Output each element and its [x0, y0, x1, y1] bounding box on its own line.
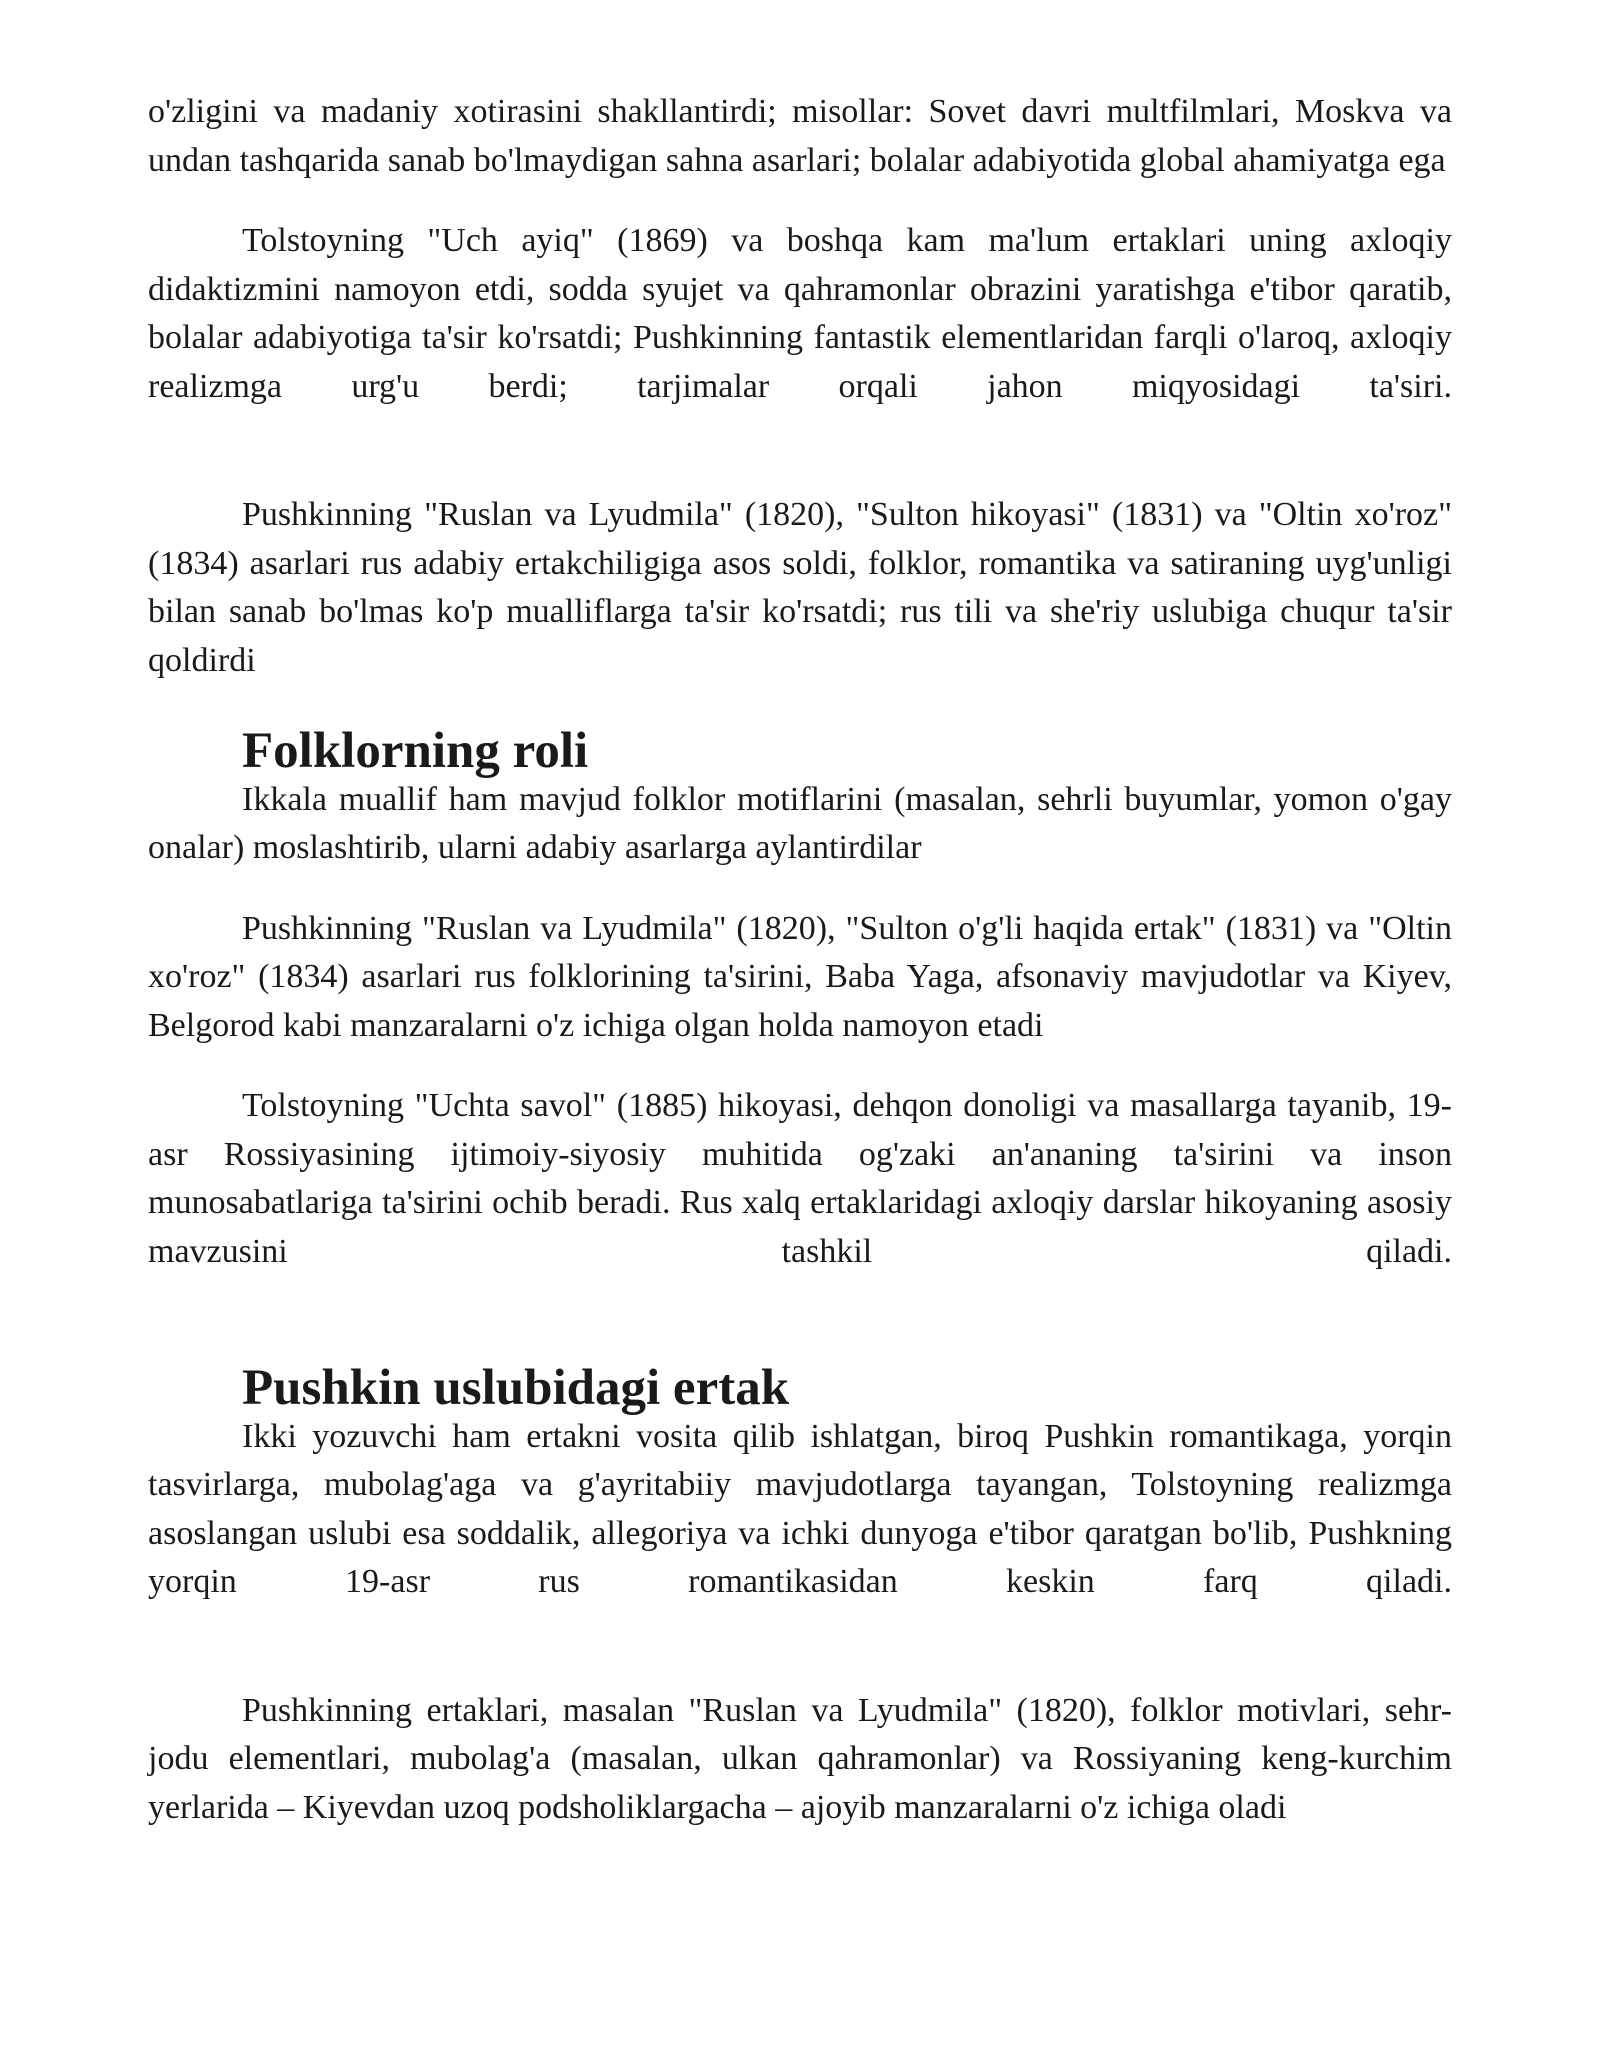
section-heading-pushkin-style: Pushkin uslubidagi ertak — [242, 1360, 790, 1416]
paragraph-spacer — [148, 685, 1452, 727]
paragraph-pushkin-works: Pushkinning "Ruslan va Lyudmila" (1820), "Sulton hikoyasi" (1831) va "Oltin xo'roz" (1834) asarlari rus adabiy ertakchiligiga asos soldi, folklor, romantika va satiraning uyg'unligi bilan sanab bo'lmas ko'p mualliflarga ta'sir ko'rsatdi; rus tili va she'riy uslubiga chuqur ta'sir qoldirdi — [148, 496, 1452, 679]
paragraph-pushkin-tales: Pushkinning ertaklari, masalan "Ruslan va Lyudmila" (1820), folklor motivlari, sehr-jodu elementlari, mubolag'a (masalan, ulkan qahramonlar) va Rossiyaning keng-kurchim yerlarida – Kiyevdan uzoq podsholiklargacha – ajoyib manzaralarni o'z ichiga oladi — [148, 1691, 1452, 1826]
paragraph-spacer — [148, 185, 1452, 217]
paragraph-spacer — [148, 1050, 1452, 1082]
paragraph-spacer — [148, 1607, 1452, 1687]
paragraph-spacer — [148, 1276, 1452, 1364]
paragraph-spacer — [148, 411, 1452, 491]
paragraph-continuation: o'zligini va madaniy xotirasini shakllantirdi; misollar: Sovet davri multfilmlari, Moskva va undan tashqarida sanab bo'lmaydigan sahna asarlari; bolalar adabiyotida global ahamiyatga ega — [148, 93, 1452, 179]
paragraph-spacer — [148, 873, 1452, 905]
paragraph-tolstoy-three-bears: Tolstoyning "Uch ayiq" (1869) va boshqa kam ma'lum ertaklari uning axloqiy didaktizmini namoyon etdi, sodda syujet va qahramonlar obrazini yaratishga e'tibor qaratib, bolalar adabiyotiga ta'sir ko'rsatdi; Pushkinning fantastik elementlaridan farqli o'laroq, axloqiy realizmga urg'u berdi; tarjimalar orqali jahon miqyosidagi ta'siri. — [148, 222, 1452, 405]
paragraph-style-comparison: Ikki yozuvchi ham ertakni vosita qilib ishlatgan, biroq Pushkin romantikaga, yorqin tasvirlarga, mubolag'aga va g'ayritabiiy mavjudotlarga tayangan, Tolstoyning realizmga asoslangan uslubi esa soddalik, allegoriya va ichki dunyoga e'tibor qaratgan bo'lib, Pushkning yorqin 19-asr rus romantikasidan keskin farq qiladi. — [148, 1417, 1452, 1600]
section-heading-folklore: Folklorning roli — [242, 723, 589, 779]
paragraph-tolstoy-three-questions: Tolstoyning "Uchta savol" (1885) hikoyasi, dehqon donoligi va masallarga tayanib, 19-asr Rossiyasining ijtimoiy-siyosiy muhitida og'zaki an'ananing ta'sirini va inson munosabatlariga ta'sirini ochib beradi. Rus xalq ertaklaridagi axloqiy darslar hikoyaning asosiy mavzusini tashkil qiladi. — [148, 1087, 1452, 1270]
document-page — [148, 88, 1452, 1832]
paragraph-folklore-motifs: Ikkala muallif ham mavjud folklor motiflarini (masalan, sehrli buyumlar, yomon o'gay onalar) moslashtirib, ularni adabiy asarlarga aylantirdilar — [148, 780, 1452, 866]
paragraph-pushkin-folklore: Pushkinning "Ruslan va Lyudmila" (1820), "Sulton o'g'li haqida ertak" (1831) va "Oltin xo'roz" (1834) asarlari rus folklorining ta'sirini, Baba Yaga, afsonaviy mavjudotlar va Kiyev, Belgorod kabi manzaralarni o'z ichiga olgan holda namoyon etadi — [148, 909, 1452, 1044]
